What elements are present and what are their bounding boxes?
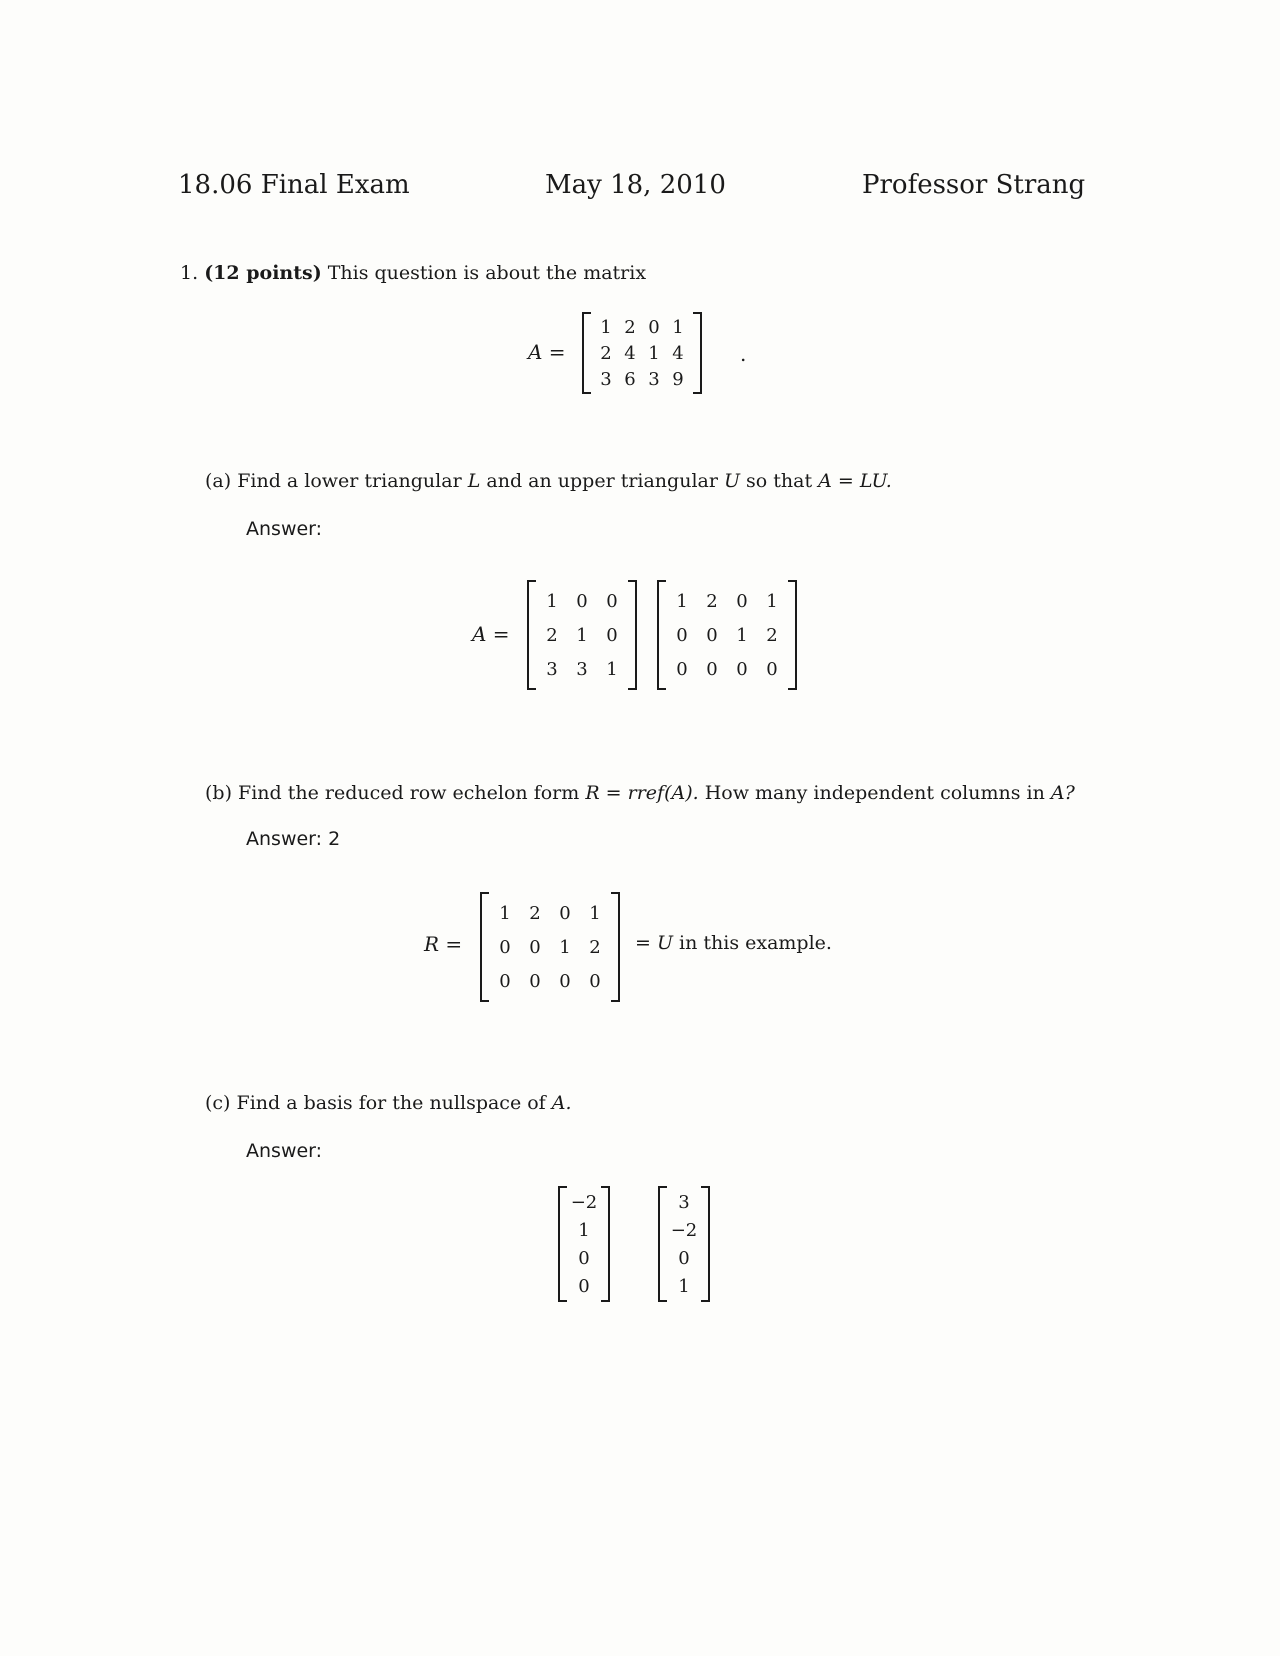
matrix-l xyxy=(527,580,637,690)
matrix-entry: 1 xyxy=(600,316,612,338)
matrix-entry: 2 xyxy=(766,624,778,646)
matrix-entry: 0 xyxy=(676,658,688,680)
problem-number: 1. xyxy=(180,262,199,284)
part-b-equation: R = rref(A). xyxy=(585,782,699,804)
matrix-entry: 2 xyxy=(600,342,612,364)
part-a-question: (a) Find a lower triangular L and an upper triangular U so that A = LU. xyxy=(205,470,892,492)
matrix-entry: 0 xyxy=(706,658,718,680)
matrix-entry: 4 xyxy=(672,342,684,364)
course-title: 18.06 Final Exam xyxy=(178,170,410,200)
matrix-entry: 1 xyxy=(648,342,660,364)
matrix-entry: 0 xyxy=(706,624,718,646)
matrix-entry: 2 xyxy=(546,624,558,646)
matrix-entry: 6 xyxy=(624,368,636,390)
part-c-question: (c) Find a basis for the nullspace of A. xyxy=(205,1092,572,1114)
matrix-entry: 0 xyxy=(736,590,748,612)
matrix-r xyxy=(480,892,620,1002)
matrix-entry: 2 xyxy=(624,316,636,338)
matrix-entry: 0 xyxy=(648,316,660,338)
matrix-entry: 0 xyxy=(499,970,511,992)
part-b-answer xyxy=(246,828,340,850)
matrix-entry: 0 xyxy=(576,590,588,612)
matrix-entry: 9 xyxy=(672,368,684,390)
matrix-entry: 1 xyxy=(576,624,588,646)
matrix-entry: 1 xyxy=(546,590,558,612)
matrix-entry: −2 xyxy=(670,1219,698,1241)
matrix-entry: 0 xyxy=(529,970,541,992)
part-b-answer-value: 2 xyxy=(328,828,341,850)
matrix-entry: 3 xyxy=(648,368,660,390)
matrix-entry: 3 xyxy=(546,658,558,680)
rref-equals-u-note: = U in this example. xyxy=(635,932,832,954)
exam-date: May 18, 2010 xyxy=(545,170,726,200)
matrix-entry: 2 xyxy=(706,590,718,612)
matrix-entry: 3 xyxy=(576,658,588,680)
rref-equation-label: R = xyxy=(424,932,463,956)
matrix-entry: 0 xyxy=(606,590,618,612)
matrix-entry: 1 xyxy=(736,624,748,646)
matrix-entry: 0 xyxy=(589,970,601,992)
matrix-entry: 0 xyxy=(559,970,571,992)
matrix-u xyxy=(657,580,797,690)
part-c-answer-label: Answer: xyxy=(246,1140,323,1162)
part-a-answer-label: Answer: xyxy=(246,518,323,540)
matrix-entry: 1 xyxy=(559,936,571,958)
matrix-entry: 0 xyxy=(606,624,618,646)
matrix-entry: 0 xyxy=(578,1247,590,1269)
matrix-entry: −2 xyxy=(570,1191,598,1213)
matrix-entry: 0 xyxy=(578,1275,590,1297)
matrix-entry: 1 xyxy=(672,316,684,338)
matrix-entry: 1 xyxy=(766,590,778,612)
matrix-entry: 1 xyxy=(678,1275,690,1297)
nullspace-basis-vector-2 xyxy=(658,1186,710,1302)
period: . xyxy=(740,342,747,366)
matrix-entry: 0 xyxy=(676,624,688,646)
professor-name: Professor Strang xyxy=(862,170,1086,200)
matrix-entry: 1 xyxy=(578,1219,590,1241)
matrix-entry: 0 xyxy=(766,658,778,680)
matrix-entry: 1 xyxy=(499,902,511,924)
part-b-answer-label: Answer: xyxy=(246,828,323,850)
matrix-a xyxy=(582,312,702,394)
matrix-entry: 0 xyxy=(529,936,541,958)
matrix-entry: 0 xyxy=(559,902,571,924)
part-c-label: (c) xyxy=(205,1092,231,1114)
matrix-a-label: A = xyxy=(528,340,566,364)
part-a-label: (a) xyxy=(205,470,232,492)
matrix-entry: 2 xyxy=(529,902,541,924)
matrix-entry: 0 xyxy=(678,1247,690,1269)
matrix-entry: 3 xyxy=(600,368,612,390)
problem-points: (12 points) xyxy=(204,262,322,284)
lu-equation-label: A = xyxy=(472,622,510,646)
matrix-entry: 3 xyxy=(678,1191,690,1213)
part-b-question: (b) Find the reduced row echelon form R = rref(A). How many independent columns in A? xyxy=(205,782,1075,804)
nullspace-basis-vector-1 xyxy=(558,1186,610,1302)
problem-1-heading xyxy=(180,262,646,284)
problem-intro: This question is about the matrix xyxy=(327,262,647,284)
matrix-entry: 1 xyxy=(606,658,618,680)
matrix-entry: 1 xyxy=(676,590,688,612)
part-a-equation: A = LU. xyxy=(818,470,892,492)
matrix-entry: 0 xyxy=(499,936,511,958)
matrix-entry: 2 xyxy=(589,936,601,958)
matrix-entry: 0 xyxy=(736,658,748,680)
matrix-entry: 1 xyxy=(589,902,601,924)
matrix-entry: 4 xyxy=(624,342,636,364)
part-b-label: (b) xyxy=(205,782,232,804)
